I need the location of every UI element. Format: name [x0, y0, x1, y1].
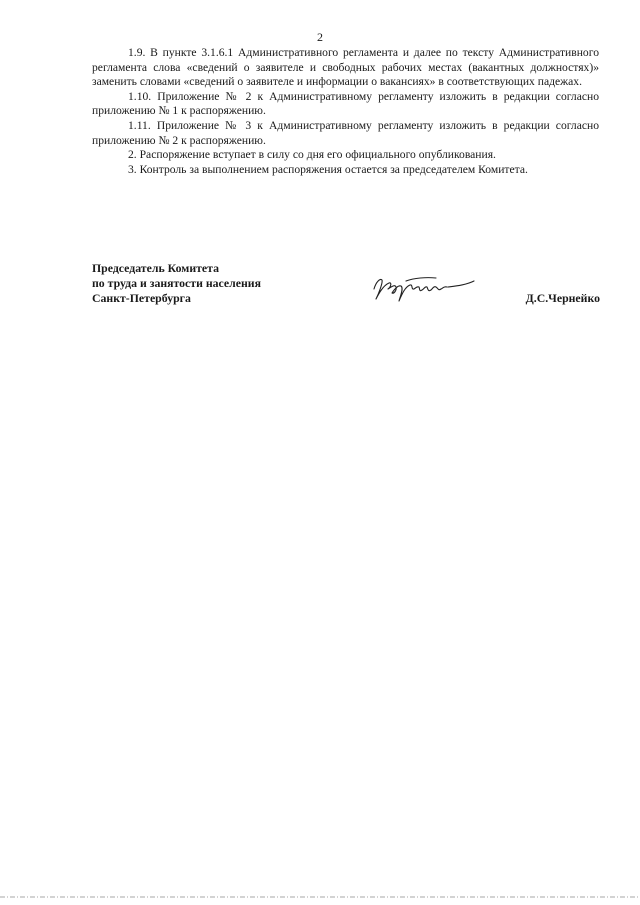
signer-name: Д.С.Чернейко [525, 291, 600, 305]
handwritten-signature [370, 267, 482, 307]
document-body [92, 46, 599, 177]
signature-block [92, 261, 600, 311]
signer-position [92, 261, 261, 305]
paragraph-1-10: 1.10. Приложение № 2 к Административному регламенту изложить в редакции согласно приложению № 1 к распоряжению. [92, 89, 599, 118]
page-number: 2 [317, 30, 323, 44]
scan-bottom-edge [0, 895, 640, 899]
paragraph-1-9: 1.9. В пункте 3.1.6.1 Административного регламента и далее по тексту Административного регламента слова «сведений о заявителе и свободных рабочих местах (вакантных должностях)» заменить словами «сведений о заявителе и информации о вакансиях» в соответствующих падежах. [92, 46, 599, 89]
paragraph-2: 2. Распоряжение вступает в силу со дня его официального опубликования. [128, 148, 496, 162]
signer-position-line-3: Санкт-Петербурга [92, 290, 191, 305]
paragraph-3: 3. Контроль за выполнением распоряжения остается за председателем Комитета. [128, 162, 528, 176]
signer-position-line-2: по труда и занятости населения [92, 275, 261, 290]
paragraph-1-11: 1.11. Приложение № 3 к Административному регламенту изложить в редакции согласно приложению № 2 к распоряжению. [92, 118, 599, 147]
signer-position-line-1: Председатель Комитета [92, 261, 219, 275]
